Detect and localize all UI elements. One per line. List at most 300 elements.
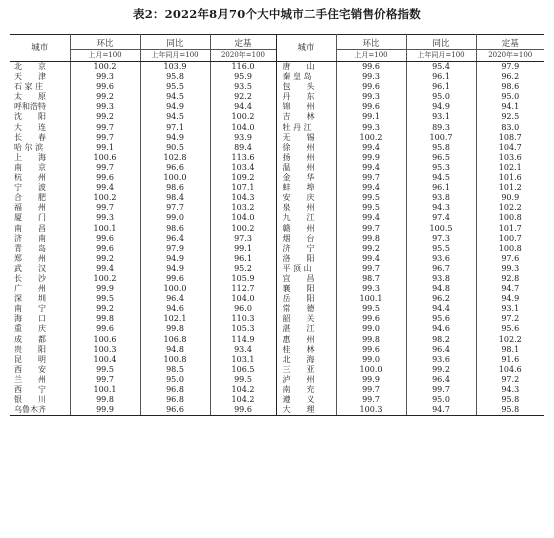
subheader-base-right: 2020年=100	[476, 50, 544, 62]
base-value: 95.8	[501, 395, 520, 405]
city-name: 济 宁	[276, 244, 336, 254]
mom-value: 100.6	[70, 153, 140, 163]
table-row	[10, 304, 544, 314]
table-row	[10, 395, 544, 405]
mom-value: 99.5	[336, 193, 406, 203]
base-value: 96.0	[210, 304, 276, 314]
yoy-value: 93.6	[406, 254, 476, 264]
table-row	[10, 375, 544, 385]
yoy-value: 94.8	[140, 345, 210, 355]
mom-value: 100.4	[70, 355, 140, 365]
yoy-value: 96.6	[140, 405, 210, 416]
base-value: 95.0	[501, 92, 520, 102]
city-name: 杭 州	[10, 173, 70, 183]
city-name: 锦 州	[276, 102, 336, 112]
city-name: 大 连	[10, 123, 70, 133]
yoy-value: 100.7	[406, 133, 476, 143]
base-value: 93.9	[210, 133, 276, 143]
city-name: 襄 阳	[276, 284, 336, 294]
base-value: 101.2	[498, 183, 522, 193]
mom-value: 99.6	[70, 82, 140, 92]
mom-value: 99.7	[336, 264, 406, 274]
yoy-value: 97.7	[140, 203, 210, 213]
mom-value: 99.7	[70, 203, 140, 213]
mom-value: 99.5	[70, 294, 140, 304]
base-value: 103.4	[210, 163, 276, 173]
city-name: 北 海	[276, 355, 336, 365]
table-row	[10, 72, 544, 82]
yoy-value: 106.8	[140, 335, 210, 345]
base-value: 93.4	[210, 345, 276, 355]
mom-value: 99.4	[70, 264, 140, 274]
mom-value: 99.4	[70, 183, 140, 193]
mom-value: 100.2	[336, 133, 406, 143]
city-name: 上 海	[10, 153, 70, 163]
yoy-value: 99.8	[140, 324, 210, 334]
yoy-value: 94.9	[406, 102, 476, 112]
city-name: 宁 波	[10, 183, 70, 193]
city-name: 无 锡	[276, 133, 336, 143]
city-name: 济 南	[10, 234, 70, 244]
table-row	[10, 284, 544, 294]
mom-value: 99.7	[336, 385, 406, 395]
mom-value: 99.3	[70, 102, 140, 112]
yoy-value: 96.8	[140, 385, 210, 395]
yoy-value: 94.5	[140, 112, 210, 122]
base-value: 101.7	[498, 223, 522, 233]
mom-value: 99.6	[336, 102, 406, 112]
city-name: 丹 东	[276, 92, 336, 102]
base-value: 89.4	[210, 143, 276, 153]
yoy-value: 94.8	[406, 284, 476, 294]
city-name: 郑 州	[10, 254, 70, 264]
table-row	[10, 203, 544, 213]
mom-value: 100.2	[70, 193, 140, 203]
table-row	[10, 335, 544, 345]
city-name: 南 昌	[10, 224, 70, 234]
base-value: 100.2	[210, 112, 276, 122]
yoy-value: 99.0	[140, 213, 210, 223]
table-row	[10, 224, 544, 234]
city-name: 哈 尔 滨	[10, 143, 70, 153]
yoy-value: 94.6	[406, 324, 476, 334]
city-name: 岳 阳	[276, 294, 336, 304]
base-value: 102.2	[498, 203, 522, 213]
yoy-value: 94.9	[140, 102, 210, 112]
base-value: 97.6	[501, 253, 520, 263]
table-row	[10, 183, 544, 193]
mom-value: 99.6	[336, 314, 406, 324]
city-name: 石 家 庄	[10, 82, 70, 92]
base-value: 103.1	[210, 355, 276, 365]
base-value: 97.9	[501, 62, 520, 71]
yoy-value: 96.6	[140, 163, 210, 173]
yoy-value: 96.7	[406, 264, 476, 274]
table-row	[10, 92, 544, 102]
subheader-yoy-right: 上年同月=100	[406, 50, 476, 62]
yoy-value: 97.4	[406, 213, 476, 223]
mom-value: 99.9	[70, 284, 140, 294]
city-name: 宜 昌	[276, 274, 336, 284]
city-name: 惠 州	[276, 335, 336, 345]
base-value: 104.3	[210, 193, 276, 203]
mom-value: 100.2	[70, 62, 140, 73]
city-name: 兰 州	[10, 375, 70, 385]
table-row	[10, 405, 544, 416]
yoy-value: 100.8	[140, 355, 210, 365]
table-row	[10, 123, 544, 133]
mom-value: 99.6	[70, 244, 140, 254]
mom-value: 99.9	[70, 405, 140, 416]
yoy-value: 95.3	[406, 163, 476, 173]
base-value: 104.7	[498, 142, 522, 152]
mom-value: 100.6	[70, 335, 140, 345]
city-name: 桂 林	[276, 345, 336, 355]
yoy-value: 93.6	[406, 355, 476, 365]
city-name: 重 庆	[10, 324, 70, 334]
base-value: 99.1	[210, 244, 276, 254]
yoy-value: 94.4	[406, 304, 476, 314]
base-value: 99.5	[210, 375, 276, 385]
yoy-value: 89.3	[406, 123, 476, 133]
yoy-value: 95.5	[140, 82, 210, 92]
mom-value: 99.4	[336, 213, 406, 223]
table-row	[10, 294, 544, 304]
mom-value: 99.0	[336, 355, 406, 365]
yoy-value: 98.6	[140, 224, 210, 234]
base-value: 95.9	[210, 72, 276, 82]
mom-value: 99.3	[336, 284, 406, 294]
yoy-value: 94.7	[406, 405, 476, 416]
base-value: 100.7	[498, 233, 522, 243]
yoy-value: 96.5	[406, 153, 476, 163]
city-name: 南 充	[276, 385, 336, 395]
city-name: 温 州	[276, 163, 336, 173]
base-value: 116.0	[210, 62, 276, 73]
mom-value: 99.5	[336, 203, 406, 213]
city-name: 金 华	[276, 173, 336, 183]
base-value: 104.0	[210, 123, 276, 133]
table-row	[10, 133, 544, 143]
city-name: 唐 山	[276, 62, 336, 73]
mom-value: 99.8	[336, 335, 406, 345]
base-value: 96.2	[501, 72, 520, 82]
city-name: 呼和浩特	[10, 102, 70, 112]
yoy-value: 95.0	[140, 375, 210, 385]
mom-value: 99.6	[70, 324, 140, 334]
mom-value: 99.7	[70, 123, 140, 133]
mom-value: 99.4	[336, 163, 406, 173]
city-name: 深 圳	[10, 294, 70, 304]
table-row	[10, 163, 544, 173]
base-value: 94.3	[501, 385, 520, 394]
yoy-value: 94.9	[140, 264, 210, 274]
base-value: 99.3	[501, 263, 520, 273]
city-name: 成 都	[10, 335, 70, 345]
base-value: 107.1	[210, 183, 276, 193]
city-name: 三 亚	[276, 365, 336, 375]
mom-value: 99.5	[336, 304, 406, 314]
yoy-value: 100.0	[140, 284, 210, 294]
table-row	[10, 345, 544, 355]
mom-value: 99.2	[70, 304, 140, 314]
mom-value: 99.7	[70, 163, 140, 173]
mom-value: 100.3	[70, 345, 140, 355]
yoy-value: 96.1	[406, 183, 476, 193]
mom-value: 99.4	[336, 143, 406, 153]
city-name: 乌鲁木齐	[10, 405, 70, 416]
base-value: 112.7	[210, 284, 276, 294]
mom-value: 99.8	[70, 314, 140, 324]
mom-value: 99.6	[336, 82, 406, 92]
mom-value: 99.6	[70, 234, 140, 244]
yoy-value: 96.4	[406, 345, 476, 355]
base-value: 102.2	[498, 334, 522, 344]
mom-value: 99.9	[336, 153, 406, 163]
city-name: 包 头	[276, 82, 336, 92]
header-city-left: 城市	[10, 35, 70, 62]
yoy-value: 96.1	[406, 72, 476, 82]
mom-value: 99.8	[336, 234, 406, 244]
yoy-value: 97.9	[140, 244, 210, 254]
header-base-right: 定基	[476, 35, 544, 50]
yoy-value: 95.6	[406, 314, 476, 324]
city-name: 天 津	[10, 72, 70, 82]
city-name: 平 顶 山	[276, 264, 336, 274]
city-name: 大 理	[276, 405, 336, 416]
yoy-value: 95.8	[406, 143, 476, 153]
mom-value: 99.1	[336, 112, 406, 122]
yoy-value: 100.5	[406, 224, 476, 234]
yoy-value: 96.8	[140, 395, 210, 405]
table-row	[10, 102, 544, 112]
subheader-mom-right: 上月=100	[336, 50, 406, 62]
city-name: 泸 州	[276, 375, 336, 385]
table-row	[10, 244, 544, 254]
yoy-value: 99.6	[140, 274, 210, 284]
city-name: 北 京	[10, 62, 70, 73]
city-name: 徐 州	[276, 143, 336, 153]
mom-value: 99.7	[336, 224, 406, 234]
table-row	[10, 365, 544, 375]
yoy-value: 102.1	[140, 314, 210, 324]
base-value: 95.8	[476, 405, 544, 416]
yoy-value: 93.1	[406, 112, 476, 122]
header-mom-right: 环比	[336, 35, 406, 50]
header-yoy-left: 同比	[140, 35, 210, 50]
city-name: 韶 关	[276, 314, 336, 324]
mom-value: 99.8	[70, 395, 140, 405]
base-value: 110.3	[210, 314, 276, 324]
yoy-value: 95.5	[406, 244, 476, 254]
header-base-left: 定基	[210, 35, 276, 50]
table-row	[10, 355, 544, 365]
yoy-value: 94.5	[140, 92, 210, 102]
city-name: 海 口	[10, 314, 70, 324]
city-name: 蚌 埠	[276, 183, 336, 193]
city-name: 泉 州	[276, 203, 336, 213]
city-name: 沈 阳	[10, 112, 70, 122]
table-row	[10, 112, 544, 122]
yoy-value: 96.4	[140, 294, 210, 304]
yoy-value: 95.4	[406, 62, 476, 73]
table-row	[10, 324, 544, 334]
header-mom-left: 环比	[70, 35, 140, 50]
mom-value: 99.6	[336, 345, 406, 355]
yoy-value: 90.5	[140, 143, 210, 153]
table-row	[10, 62, 544, 73]
yoy-value: 103.9	[140, 62, 210, 73]
table-row	[10, 213, 544, 223]
city-name: 青 岛	[10, 244, 70, 254]
base-value: 99.6	[210, 405, 276, 416]
mom-value: 99.7	[70, 133, 140, 143]
table-row	[10, 254, 544, 264]
base-value: 94.7	[501, 284, 520, 294]
mom-value: 99.0	[336, 324, 406, 334]
subheader-base-left: 2020年=100	[210, 50, 276, 62]
base-value: 106.5	[210, 365, 276, 375]
mom-value: 100.1	[70, 385, 140, 395]
yoy-value: 94.9	[140, 133, 210, 143]
header-city-right: 城市	[276, 35, 336, 62]
table-row	[10, 173, 544, 183]
yoy-value: 98.5	[140, 365, 210, 375]
mom-value: 99.1	[70, 143, 140, 153]
base-value: 90.9	[501, 193, 520, 203]
base-value: 108.7	[498, 132, 522, 142]
city-name: 烟 台	[276, 234, 336, 244]
yoy-value: 95.0	[406, 395, 476, 405]
base-value: 105.9	[210, 274, 276, 284]
base-value: 83.0	[501, 122, 520, 132]
base-value: 96.1	[210, 254, 276, 264]
base-value: 103.2	[210, 203, 276, 213]
yoy-value: 96.4	[140, 234, 210, 244]
yoy-value: 98.4	[140, 193, 210, 203]
mom-value: 99.3	[336, 72, 406, 82]
mom-value: 99.7	[336, 395, 406, 405]
mom-value: 99.2	[336, 244, 406, 254]
city-name: 银 川	[10, 395, 70, 405]
mom-value: 98.7	[336, 274, 406, 284]
base-value: 93.1	[501, 304, 520, 314]
base-value: 92.2	[210, 92, 276, 102]
mom-value: 99.3	[336, 123, 406, 133]
base-value: 102.1	[498, 162, 522, 172]
base-value: 109.2	[210, 173, 276, 183]
base-value: 94.4	[210, 102, 276, 112]
base-value: 92.8	[501, 273, 520, 283]
mom-value: 99.9	[336, 375, 406, 385]
city-name: 西 宁	[10, 385, 70, 395]
base-value: 100.8	[498, 243, 522, 253]
mom-value: 99.7	[70, 375, 140, 385]
subheader-yoy-left: 上年同月=100	[140, 50, 210, 62]
city-name: 广 州	[10, 284, 70, 294]
yoy-value: 95.0	[406, 92, 476, 102]
city-name: 湛 江	[276, 324, 336, 334]
mom-value: 100.0	[336, 365, 406, 375]
city-name: 秦 皇 岛	[276, 72, 336, 82]
mom-value: 99.5	[70, 365, 140, 375]
base-value: 104.0	[210, 294, 276, 304]
city-name: 牡 丹 江	[276, 123, 336, 133]
table-row	[10, 234, 544, 244]
base-value: 91.6	[501, 354, 520, 364]
yoy-value: 96.4	[406, 375, 476, 385]
city-name: 太 原	[10, 92, 70, 102]
yoy-value: 94.6	[140, 304, 210, 314]
mom-value: 99.3	[70, 72, 140, 82]
header-row	[10, 35, 544, 50]
table-title: 表2：2022年8月70个大中城市二手住宅销售价格指数	[133, 7, 421, 21]
yoy-value: 96.1	[406, 82, 476, 92]
city-name: 合 肥	[10, 193, 70, 203]
city-name: 南 宁	[10, 304, 70, 314]
mom-value: 99.2	[70, 254, 140, 264]
yoy-value: 93.8	[406, 274, 476, 284]
mom-value: 100.1	[336, 294, 406, 304]
mom-value: 99.6	[336, 62, 406, 73]
city-name: 长 春	[10, 133, 70, 143]
base-value: 114.9	[210, 335, 276, 345]
base-value: 101.6	[498, 173, 522, 183]
yoy-value: 98.2	[406, 335, 476, 345]
mom-value: 99.3	[70, 213, 140, 223]
city-name: 常 德	[276, 304, 336, 314]
header-yoy-right: 同比	[406, 35, 476, 50]
yoy-value: 93.8	[406, 193, 476, 203]
table-row	[10, 82, 544, 92]
base-value: 94.9	[501, 294, 520, 304]
yoy-value: 99.7	[406, 385, 476, 395]
city-name: 洛 阳	[276, 254, 336, 264]
yoy-value: 102.8	[140, 153, 210, 163]
price-index-table	[10, 34, 544, 416]
base-value: 98.1	[501, 344, 520, 354]
base-value: 94.1	[501, 102, 520, 112]
base-value: 103.6	[498, 152, 522, 162]
mom-value: 100.3	[336, 405, 406, 416]
base-value: 97.2	[501, 374, 520, 384]
yoy-value: 94.5	[406, 173, 476, 183]
table-row	[10, 143, 544, 153]
table-row	[10, 314, 544, 324]
base-value: 100.2	[210, 224, 276, 234]
base-value: 95.2	[210, 264, 276, 274]
base-value: 97.3	[210, 234, 276, 244]
mom-value: 99.4	[336, 254, 406, 264]
city-name: 南 京	[10, 163, 70, 173]
yoy-value: 99.2	[406, 365, 476, 375]
base-value: 98.6	[501, 82, 520, 92]
city-name: 安 庆	[276, 193, 336, 203]
mom-value: 99.7	[336, 173, 406, 183]
yoy-value: 97.1	[140, 123, 210, 133]
city-name: 武 汉	[10, 264, 70, 274]
base-value: 113.6	[210, 153, 276, 163]
table-row	[10, 153, 544, 163]
yoy-value: 97.3	[406, 234, 476, 244]
city-name: 贵 阳	[10, 345, 70, 355]
base-value: 105.3	[210, 324, 276, 334]
yoy-value: 98.6	[140, 183, 210, 193]
city-name: 扬 州	[276, 153, 336, 163]
table-row	[10, 274, 544, 284]
city-name: 福 州	[10, 203, 70, 213]
yoy-value: 94.9	[140, 254, 210, 264]
